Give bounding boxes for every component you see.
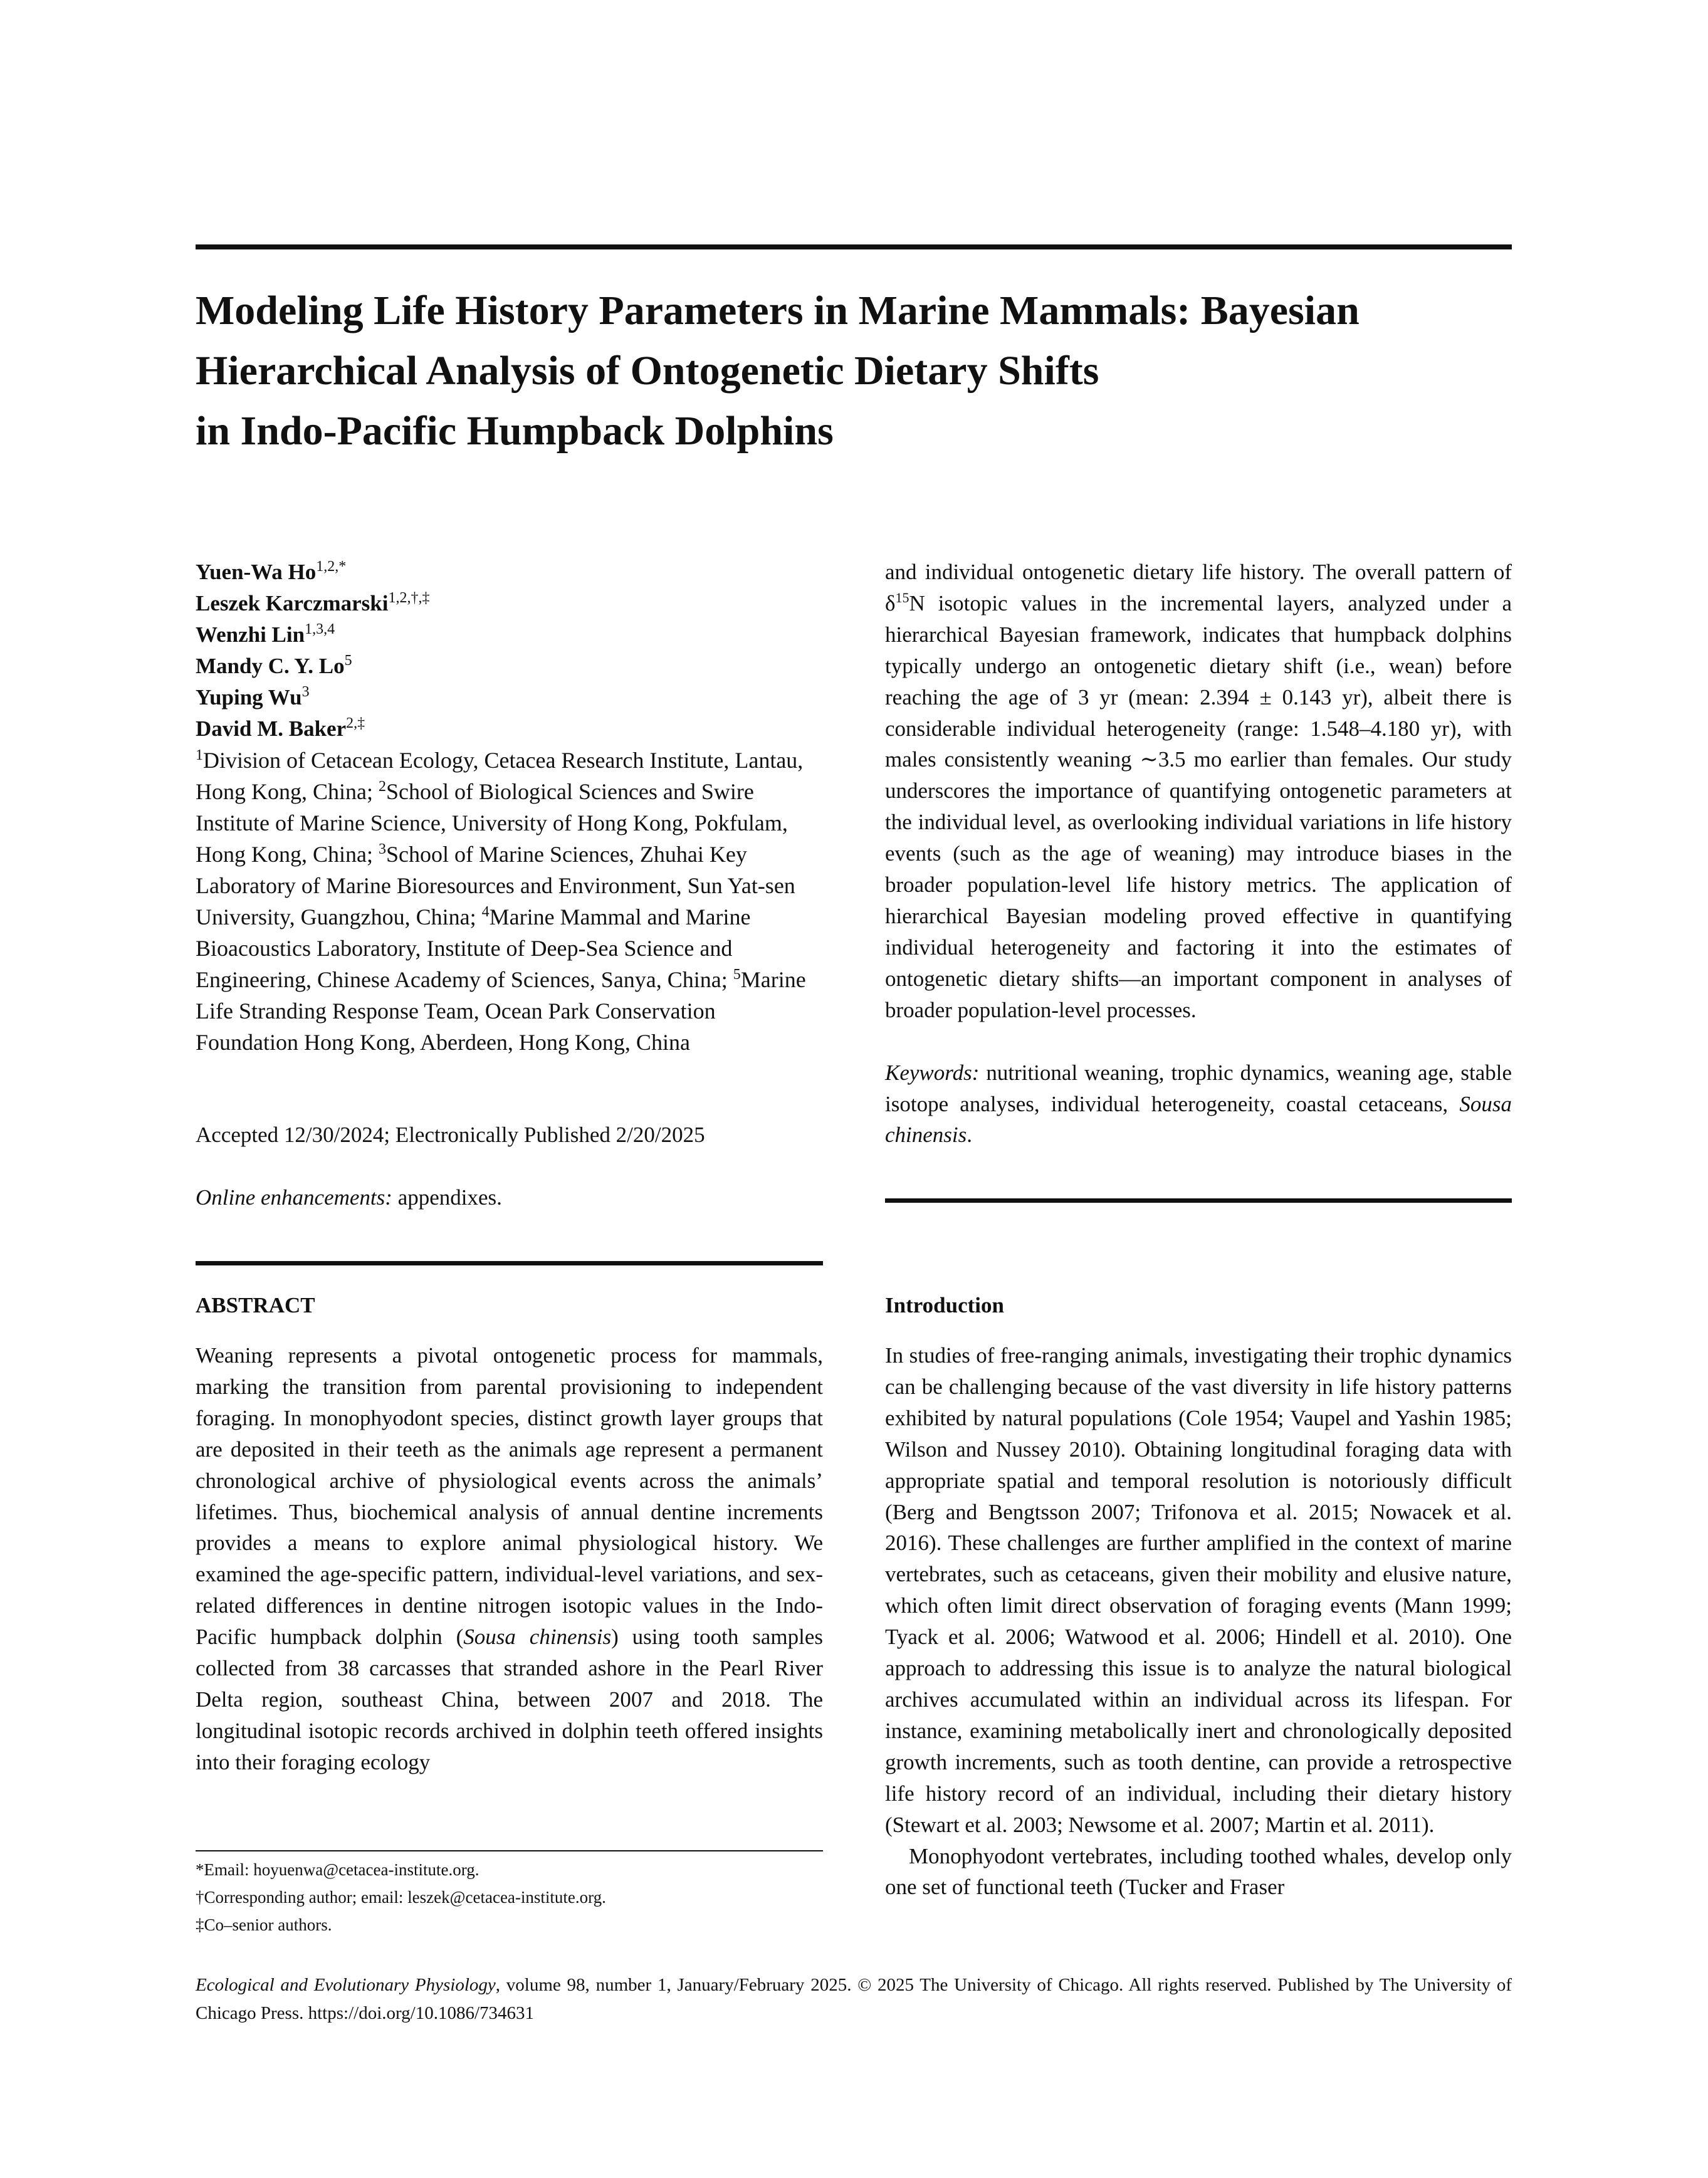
author: Leszek Karczmarski$^{1,2,\dagger,\ddagger}$ <box>196 590 430 615</box>
author-list <box>196 557 822 745</box>
introduction-paragraph: In studies of free-ranging animals, investigating their trophic dynamics can be challenging because of the vast diversity in life history patterns exhibited by natural populations (Cole 1954; Vaupel and Yashin 1985; Wilson and Nussey 2010). Obtaining longitudinal foraging data with appropriate spatial and temporal resolution is notoriously difficult (Berg and Bengtsson 2007; Trifonova et al. 2015; Nowacek et al. 2016). These challenges are further amplified in the context of marine vertebrates, such as cetaceans, given their mobility and elusive nature, which often limit direct observation of foraging events (Mann 1999; Tyack et al. 2006; Watwood et al. 2006; Hindell et al. 2010). One approach to addressing this issue is to analyze the natural biological archives accumulated within an individual across its lifespan. For instance, examining metabolically inert and chronologically deposited growth increments, such as tooth dentine, can provide a retrospective life history record of an individual, including their dietary history (Stewart et al. 2003; Newsome et al. 2007; Martin et al. 2011). <box>885 1343 1512 1837</box>
footnotes <box>196 1856 823 1939</box>
introduction-heading: Introduction <box>885 1293 1004 1317</box>
author: Mandy C. Y. Lo$^5$ <box>196 652 352 678</box>
affiliations: $^1$Division of Cetacean Ecology, Cetacea Research Institute, Lantau, Hong Kong, China; $^2$School of Biological Sciences and Swire Institute of Marine Science, University of Hong Kong, Pokfulam, Hong Kong, China; $^3$School of Marine Sciences, Zhuhai Key Laboratory of Marine Bioresources and Environment, Sun Yat-sen University, Guangzhou, China; $^4$Marine Mammal and Marine Bioacoustics Laboratory, Institute of Deep-Sea Science and Engineering, Chinese Academy of Sciences, Sanya, China; $^5$Marine Life Stranding Response Team, Ocean Park Conservation Foundation Hong Kong, Aberdeen, Hong Kong, China <box>196 747 806 1055</box>
abstract-continued <box>885 557 1512 1151</box>
introduction-section <box>885 1290 1512 1903</box>
footnote: ‡Co–senior authors. <box>196 1915 332 1934</box>
author: Yuen-Wa $Ho^{1,2,*}$ <box>196 558 347 584</box>
abstract-text: Weaning represents a pivotal ontogenetic process for mammals, marking the transition from parental provisioning to independent foraging. In monophyodont species, distinct growth layer groups that are deposited in their teeth as the animals age represent a permanent chronological archive of physiological events across the animals’ lifetimes. Thus, biochemical analysis of annual dentine increments provides a means to explore animal physiological history. We examined the age-specific pattern, individual-level variations, and sex-related differences in dentine nitrogen isotopic values in the Indo-Pacific humpback dolphin (Sousa chinensis) using tooth samples collected from 38 carcasses that stranded ashore in the Pearl River Delta region, southeast China, between 2007 and 2018. The longitudinal isotopic records archived in dolphin teeth offered insights into their foraging ecology <box>196 1343 823 1774</box>
title-line: Modeling Life History Parameters in Marine Mammals: Bayesian <box>196 288 1360 333</box>
abstract-rule <box>196 1261 823 1265</box>
accepted-date: Accepted 12/30/2024; Electronically Published 2/20/2025 <box>196 1123 705 1147</box>
title-line: Hierarchical Analysis of Ontogenetic Dietary Shifts <box>196 348 1099 394</box>
journal-footer: Ecological and Evolutionary Physiology, volume 98, number 1, January/February 2025. © 2025 The University of Chicago. All rights reserved. Published by The University of Chicago Press. https://doi.org/10.1086/734631 <box>196 1975 1512 2023</box>
online-enhancements: Online enhancements: appendixes. <box>196 1185 502 1210</box>
introduction-paragraph: Monophyodont vertebrates, including toothed whales, develop only one set of functional teeth (Tucker and Fraser <box>885 1843 1512 1900</box>
keywords-rule <box>885 1198 1512 1203</box>
abstract-heading: ABSTRACT <box>196 1293 315 1317</box>
paper-title <box>196 281 1512 461</box>
abstract-section <box>196 1290 823 1778</box>
author: David M. Baker$^{2,\ddagger}$ <box>196 715 365 741</box>
keywords: Keywords: nutritional weaning, trophic dynamics, weaning age, stable isotope analyses, individual heterogeneity, coastal cetaceans, Sousa chinensis. <box>885 1060 1512 1148</box>
author: Yuping Wu$^3$ <box>196 684 310 709</box>
top-rule <box>196 244 1512 249</box>
author: Wenzhi Lin$^{1,3,4}$ <box>196 621 335 647</box>
footnote-rule <box>196 1850 823 1851</box>
footnote: *Email: hoyuenwa@cetacea-institute.org. <box>196 1860 479 1879</box>
abstract-text-continued: and individual ontogenetic dietary life history. The overall pattern of $\delta^{15}N$ isotopic values in the incremental layers, analyzed under a hierarchical Bayesian framework, indicates that humpback dolphins typically undergo an ontogenetic dietary shift (i.e., wean) before reaching the age of 3 yr (mean: 2.394 ± 0.143 yr), albeit there is considerable individual heterogeneity (range: 1.548–4.180 yr), with males consistently weaning ∼3.5 mo earlier than females. Our study underscores the importance of quantifying ontogenetic parameters at the individual level, as overlooking individual variations in life history events (such as the age of weaning) may introduce biases in the broader population-level life history metrics. The application of hierarchical Bayesian modeling proved effective in quantifying individual heterogeneity and factoring it into the estimates of ontogenetic dietary shifts—an important component in analyses of broader population-level processes. <box>885 560 1512 1022</box>
title-line: in Indo-Pacific Humpback Dolphins <box>196 408 834 454</box>
author-block <box>196 557 822 1058</box>
footnote: †Corresponding author; email: leszek@cetacea-institute.org. <box>196 1888 606 1907</box>
